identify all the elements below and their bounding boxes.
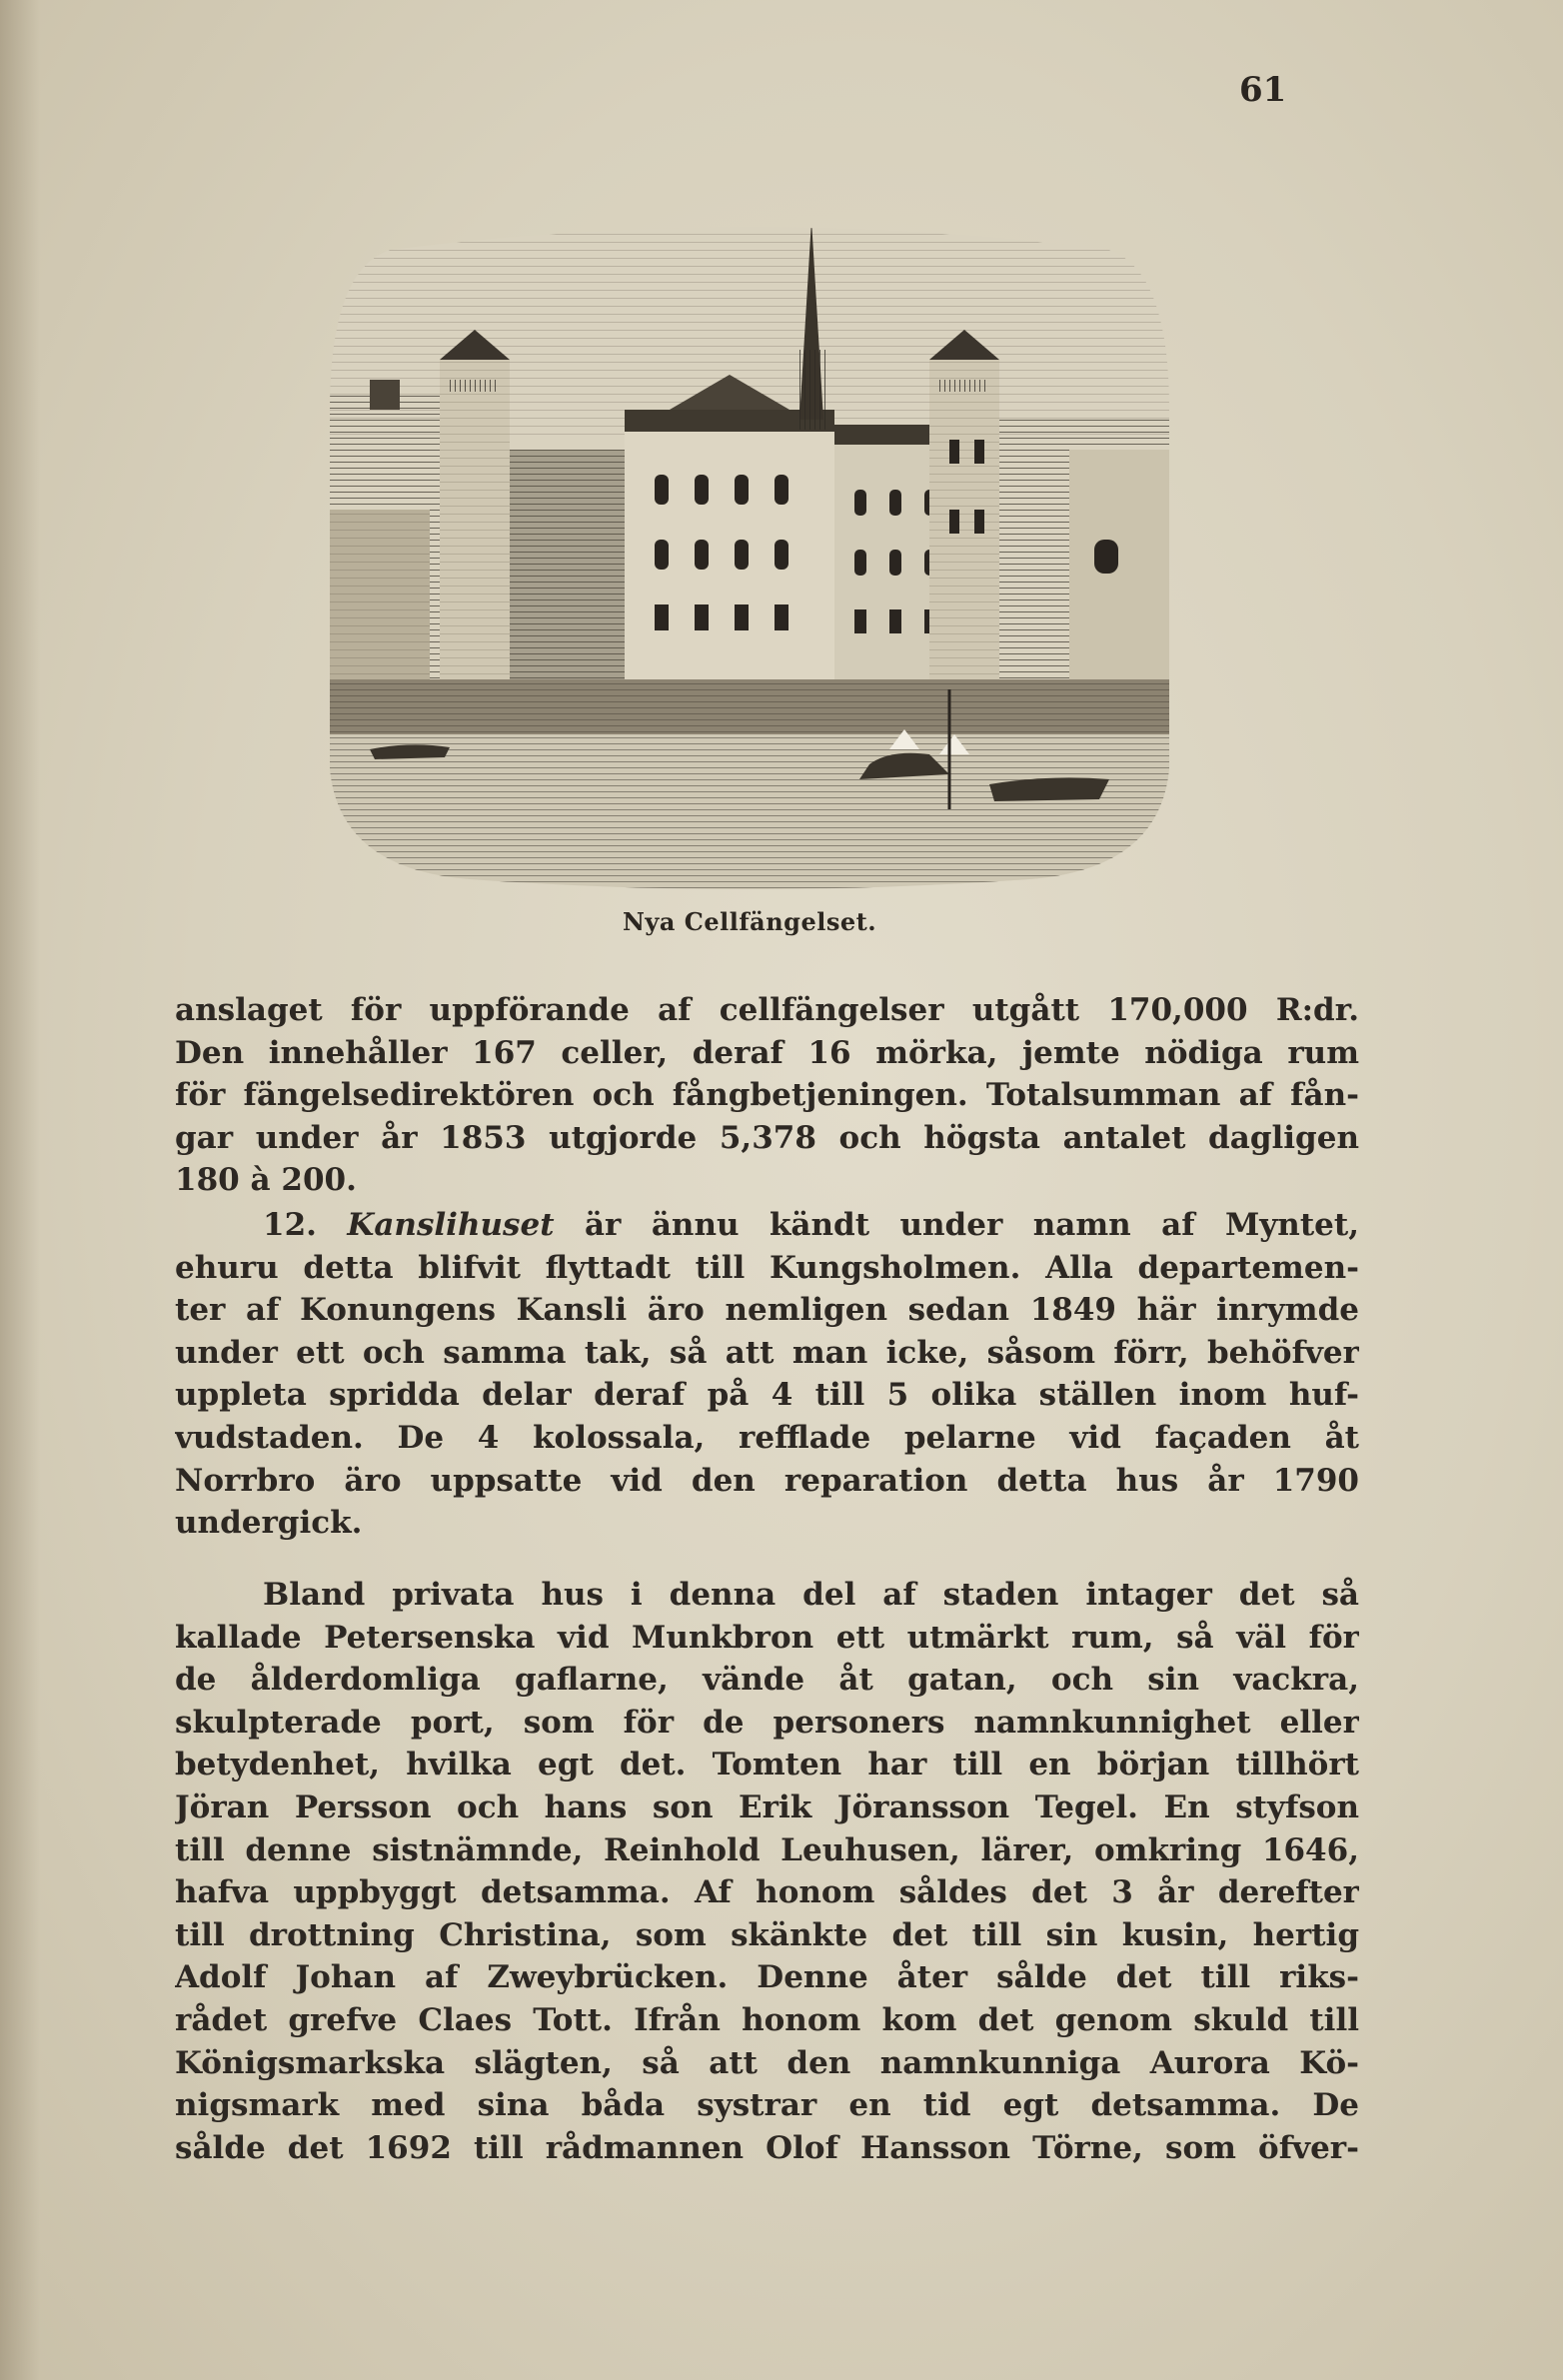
text-line: gar under år 1853 utgjorde 5,378 och högsta antalet dagligen — [175, 1119, 1359, 1156]
paragraph-3 — [175, 1574, 1359, 2169]
paragraph-first-line — [175, 1204, 1359, 1247]
text-line: Jöran Persson och hans son Erik Jöransson Tegel. En styfson — [175, 1788, 1359, 1825]
text-line: betydenhet, hvilka egt det. Tomten har till en början tillhört — [175, 1747, 1359, 1784]
paragraph-2 — [175, 1204, 1359, 1545]
text-line: de ålderdomliga gaflarne, vände åt gatan, och sin vackra, — [175, 1662, 1359, 1699]
paragraph-1 — [175, 989, 1359, 1202]
text-line: 180 à 200. — [175, 1162, 357, 1199]
text-line: Adolf Johan af Zweybrücken. Denne åter sålde det till riks- — [175, 1959, 1359, 1996]
text-line: ter af Konungens Kansli äro nemligen sedan 1849 här inrymde — [175, 1292, 1359, 1329]
figure-caption: Nya Cellfängelset. — [622, 907, 877, 936]
gutter-shadow — [0, 0, 40, 2380]
text-line: Bland privata hus i denna del af staden intager det så — [263, 1577, 1359, 1613]
text-line: nigsmark med sina båda systrar en tid egt detsamma. De — [175, 2087, 1359, 2124]
text-line: för fängelsedirektören och fångbetjeningen. Totalsumman af fån- — [175, 1077, 1359, 1114]
text-line: uppleta spridda delar deraf på 4 till 5 olika ställen inom huf- — [175, 1377, 1359, 1414]
text-line: hafva uppbyggt detsamma. Af honom såldes det 3 år derefter — [175, 1874, 1359, 1911]
text-line: sålde det 1692 till rådmannen Olof Hansson Törne, som öfver- — [175, 2129, 1359, 2166]
text-line: till denne sistnämnde, Reinhold Leuhusen, lärer, omkring 1646, — [175, 1831, 1359, 1868]
text-line: till drottning Christina, som skänkte det till sin kusin, hertig — [175, 1916, 1359, 1953]
text-line: skulpterade port, som för de personers namnkunnighet eller — [175, 1704, 1359, 1741]
text-line: vudstaden. De 4 kolossala, refflade pelarne vid façaden åt — [175, 1419, 1359, 1456]
engraving-illustration — [330, 210, 1169, 889]
text-line: Königsmarkska slägten, så att den namnkunniga Aurora Kö- — [175, 2044, 1359, 2081]
text-line: Norrbro äro uppsatte vid den reparation detta hus år 1790 — [175, 1462, 1359, 1499]
section-number: 12. — [263, 1207, 317, 1243]
text-fragment: är ännu kändt under namn af Myntet, — [584, 1207, 1359, 1243]
engraving-figure — [330, 210, 1169, 899]
text-line: Den innehåller 167 celler, deraf 16 mörka, jemte nödiga rum — [175, 1034, 1359, 1071]
section-heading-emphasis: Kanslihuset — [347, 1207, 555, 1243]
text-line: ehuru detta blifvit flyttadt till Kungsholmen. Alla departemen- — [175, 1249, 1359, 1286]
page-number: 61 — [1239, 70, 1287, 110]
text-line: anslaget för uppförande af cellfängelser utgått 170,000 R:dr. — [175, 992, 1359, 1028]
text-line: rådet grefve Claes Tott. Ifrån honom kom det genom skuld till — [175, 2001, 1359, 2038]
text-line: undergick. — [175, 1505, 363, 1542]
text-line: kallade Petersenska vid Munkbron ett utmärkt rum, så väl för — [175, 1619, 1359, 1656]
text-line: under ett och samma tak, så att man icke, såsom förr, behöfver — [175, 1334, 1359, 1371]
